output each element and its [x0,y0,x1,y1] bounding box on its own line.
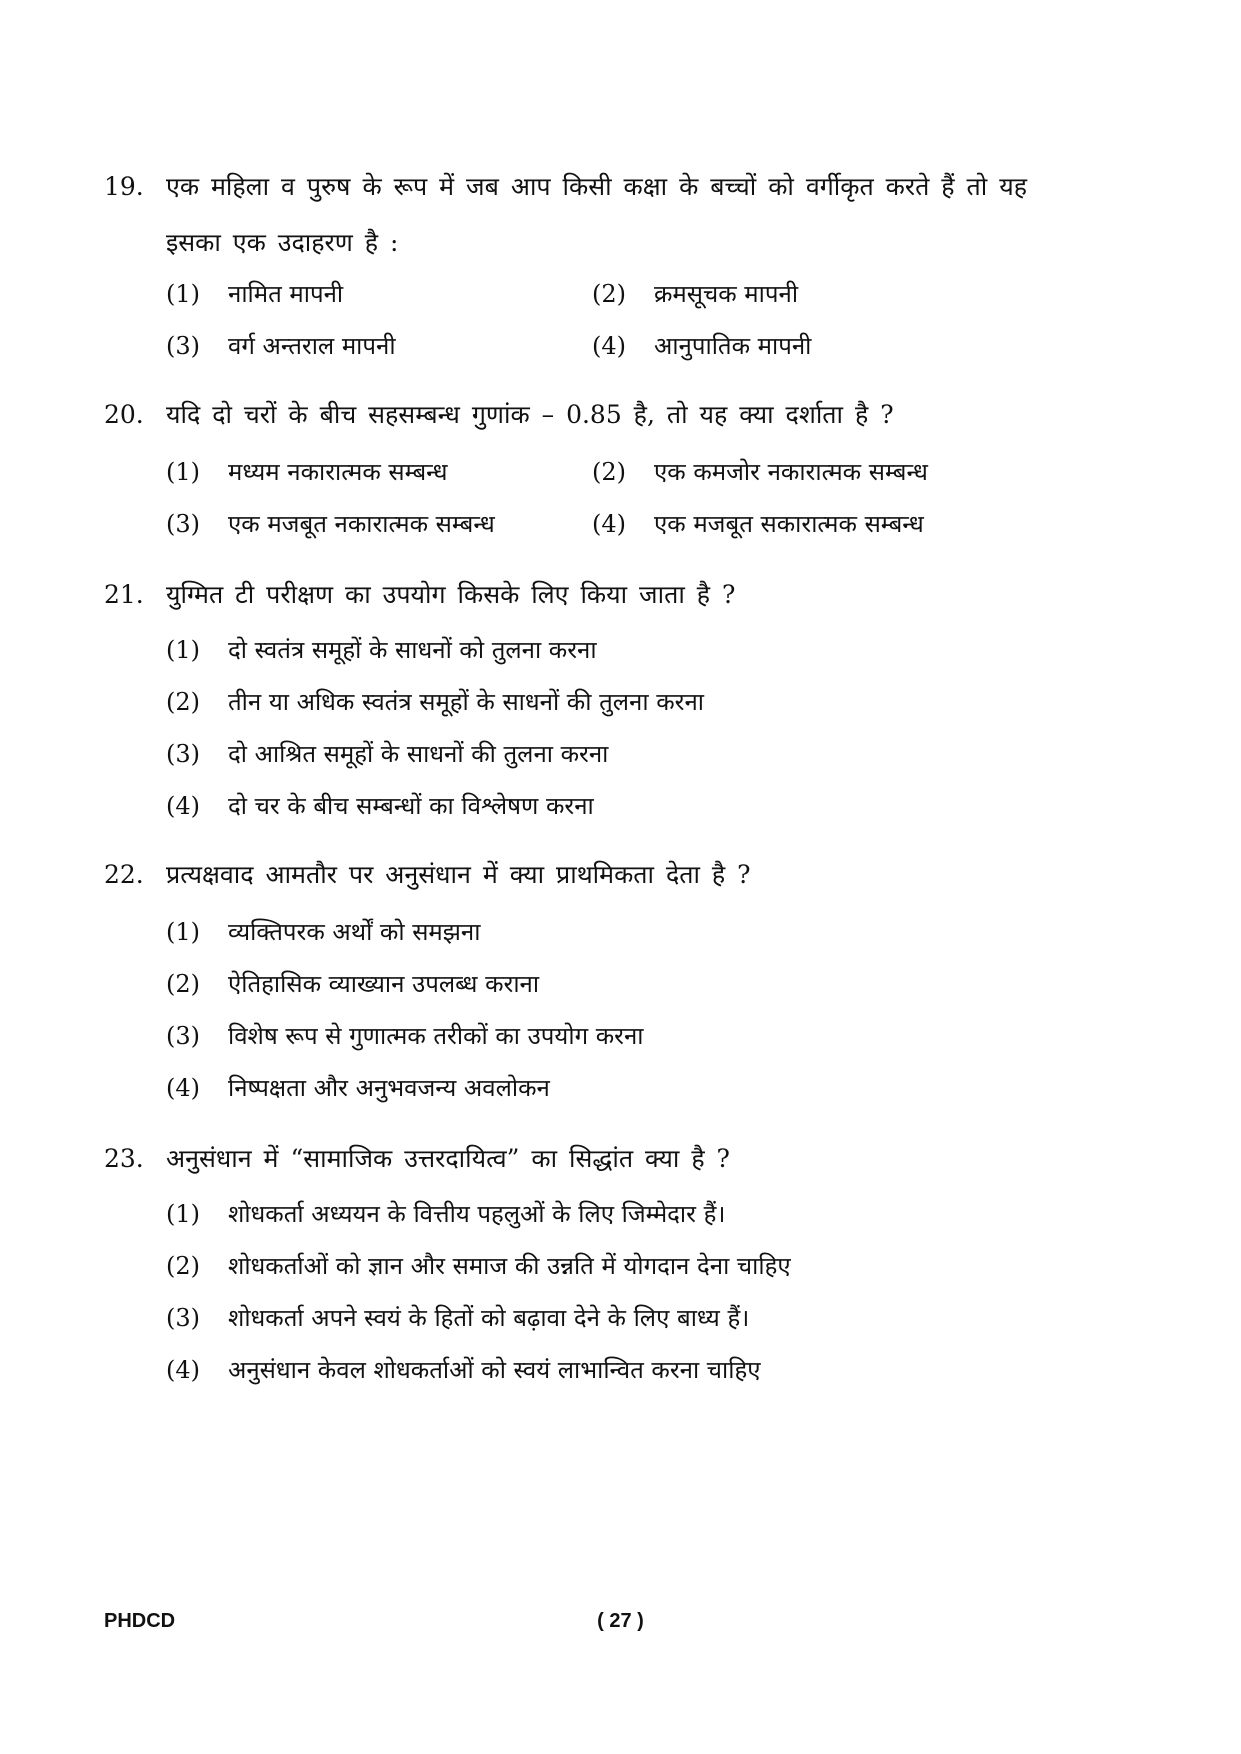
option-number: (1) [166,636,200,664]
option-number: (2) [592,458,626,486]
page-number: ( 27 ) [597,1610,644,1632]
option [166,916,480,948]
option [166,634,597,666]
option-number: (4) [166,1356,200,1384]
option-text: अनुसंधान केवल शोधकर्ताओं को स्वयं लाभान्वित करना चाहिए [228,1356,761,1384]
option [166,1250,791,1282]
option-number: (1) [166,1200,200,1228]
question-text: यदि दो चरों के बीच सहसम्बन्ध गुणांक – 0.85 है, तो यह क्या दर्शाता है ? [166,400,894,429]
option-text: एक कमजोर नकारात्मक सम्बन्ध [654,458,928,486]
option-number: (3) [166,1304,200,1332]
option [592,456,928,488]
option-number: (1) [166,458,200,486]
option-text: नामित मापनी [228,280,344,308]
option-number: (4) [166,1074,200,1102]
option-text: दो स्वतंत्र समूहों के साधनों को तुलना करना [228,636,597,664]
option [166,686,704,718]
option-text: दो चर के बीच सम्बन्धों का विश्लेषण करना [228,792,594,820]
option-number: (3) [166,740,200,768]
option-number: (2) [166,970,200,998]
question-number: 20. [104,400,144,429]
option-number: (3) [166,510,200,538]
option-text: शोधकर्ता अध्ययन के वित्तीय पहलुओं के लिए जिम्मेदार हैं। [228,1200,726,1228]
booklet-code: PHDCD [104,1610,176,1632]
question-number: 22. [104,860,144,889]
option-text: निष्पक्षता और अनुभवजन्य अवलोकन [228,1074,550,1102]
question-number: 23. [104,1144,144,1173]
option [166,456,448,488]
option [592,330,811,362]
question-text: प्रत्यक्षवाद आमतौर पर अनुसंधान में क्या प्राथमिकता देता है ? [166,860,751,889]
option-number: (1) [166,280,200,308]
option-text: दो आश्रित समूहों के साधनों की तुलना करना [228,740,609,768]
option-text: ऐतिहासिक व्याख्यान उपलब्ध कराना [228,970,540,998]
option-number: (2) [166,688,200,716]
question-text-line: इसका एक उदाहरण है : [166,228,399,257]
option [166,508,495,540]
question-number: 21. [104,580,144,609]
option-text: शोधकर्ता अपने स्वयं के हितों को बढ़ावा देने के लिए बाध्य हैं। [228,1304,750,1332]
question-number: 19. [104,172,144,201]
option-number: (4) [166,792,200,820]
option-text: तीन या अधिक स्वतंत्र समूहों के साधनों की तुलना करना [228,688,704,716]
option [166,1354,761,1386]
option [166,1072,550,1104]
option-text: व्यक्तिपरक अर्थों को समझना [228,918,481,946]
option-text: आनुपातिक मापनी [654,332,812,360]
option [166,1020,644,1052]
option-number: (3) [166,1022,200,1050]
option-text: शोधकर्ताओं को ज्ञान और समाज की उन्नति में योगदान देना चाहिए [228,1252,791,1280]
option-text: वर्ग अन्तराल मापनी [228,332,396,360]
option [166,278,343,310]
option-number: (2) [592,280,626,308]
option [166,1302,749,1334]
option-number: (3) [166,332,200,360]
option [592,508,924,540]
option-number: (1) [166,918,200,946]
option-text: विशेष रूप से गुणात्मक तरीकों का उपयोग करना [228,1022,644,1050]
option-text: मध्यम नकारात्मक सम्बन्ध [228,458,448,486]
option [592,278,798,310]
option [166,738,608,770]
question-text: अनुसंधान में “सामाजिक उत्तरदायित्व” का सिद्धांत क्या है ? [166,1144,730,1173]
option-number: (4) [592,332,626,360]
option-number: (2) [166,1252,200,1280]
option-number: (4) [592,510,626,538]
question-text-line: एक महिला व पुरुष के रूप में जब आप किसी कक्षा के बच्चों को वर्गीकृत करते हैं तो यह [166,172,1027,201]
option [166,968,539,1000]
question-text [166,170,1146,260]
question-text: युग्मित टी परीक्षण का उपयोग किसके लिए किया जाता है ? [166,580,736,609]
option-text: एक मजबूत नकारात्मक सम्बन्ध [228,510,495,538]
option [166,1198,725,1230]
option-text: एक मजबूत सकारात्मक सम्बन्ध [654,510,924,538]
option-text: क्रमसूचक मापनी [654,280,799,308]
option [166,330,396,362]
option [166,790,594,822]
